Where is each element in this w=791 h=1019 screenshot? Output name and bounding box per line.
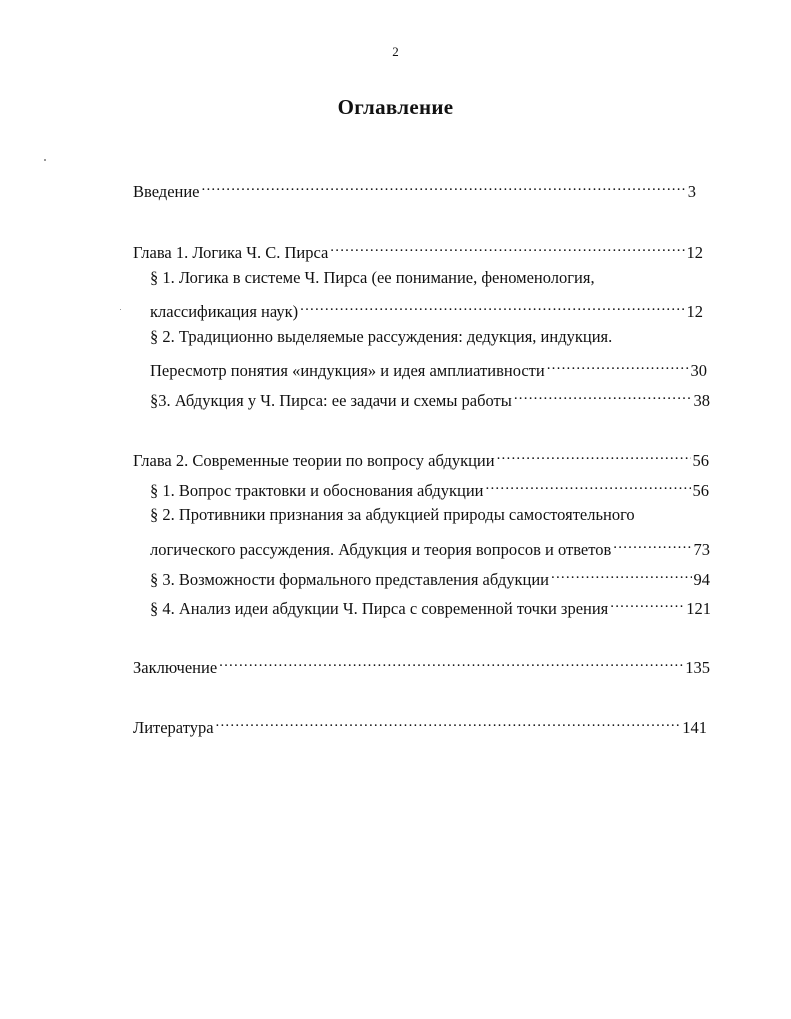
toc-page-number: 121 [686, 599, 711, 618]
toc-entry-label: Глава 2. Современные теории по вопросу абдукции [133, 451, 495, 470]
toc-entry-label: Глава 1. Логика Ч. С. Пирса [133, 243, 329, 262]
toc-entry-label: §3. Абдукция у Ч. Пирса: ее задачи и схемы работы [150, 391, 512, 410]
toc-dot-leader [551, 565, 692, 585]
toc-page-number: 56 [692, 481, 709, 500]
toc-page-number: 38 [693, 391, 710, 410]
toc-dot-leader [497, 446, 691, 466]
toc-entry-literature[interactable] [133, 713, 707, 738]
toc-page-number: 56 [692, 451, 709, 470]
toc-entry-ch1-s2[interactable] [150, 356, 707, 381]
toc-entry-ch1-s3[interactable] [150, 386, 710, 411]
scan-speck [120, 309, 121, 310]
toc-dot-leader [300, 297, 684, 317]
toc-entry-conclusion[interactable] [133, 653, 710, 678]
toc-entry-label: классификация наук) [150, 302, 299, 321]
toc-entry-label: Заключение [133, 658, 218, 677]
toc-entry-ch2-s1[interactable] [150, 476, 709, 501]
toc-entry-label: § 4. Анализ идеи абдукции Ч. Пирса с современной точки зрения [150, 599, 609, 618]
toc-entry-chapter-1[interactable] [133, 238, 703, 263]
toc-dot-leader [613, 535, 691, 555]
toc-dot-leader [486, 476, 691, 496]
toc-dot-leader [202, 177, 686, 197]
toc-entry-label: Введение [133, 182, 200, 201]
toc-entry-ch2-s3[interactable] [150, 565, 710, 590]
toc-entry-chapter-2[interactable] [133, 446, 709, 471]
toc-dot-leader [219, 653, 683, 673]
toc-entry-ch2-s2-line1[interactable]: § 2. Противники признания за абдукцией природы самостоятельного [150, 505, 635, 524]
toc-entry-intro[interactable] [133, 177, 696, 202]
toc-dot-leader [514, 386, 692, 406]
toc-page-number: 3 [687, 182, 696, 201]
toc-page-number: 73 [693, 540, 710, 559]
toc-page-number: 135 [685, 658, 710, 677]
toc-entry-ch2-s2[interactable] [150, 535, 710, 560]
scan-speck [44, 159, 46, 161]
page-number: 2 [392, 44, 399, 59]
toc-entry-ch1-s1[interactable] [150, 297, 703, 322]
toc-entry-label: Литература [133, 718, 214, 737]
toc-dot-leader [216, 713, 681, 733]
toc-dot-leader [547, 356, 689, 376]
toc-entry-label: логического рассуждения. Абдукция и теория вопросов и ответов [150, 540, 612, 559]
page-title: Оглавление [337, 95, 454, 119]
toc-entry-ch1-s1-line1[interactable]: § 1. Логика в системе Ч. Пирса (ее понимание, феноменология, [150, 268, 595, 287]
toc-entry-label: Пересмотр понятия «индукция» и идея амплиативности [150, 361, 545, 380]
toc-page-number: 12 [686, 243, 703, 262]
toc-page-number: 141 [682, 718, 707, 737]
toc-dot-leader [610, 594, 684, 614]
toc-dot-leader [330, 238, 684, 258]
toc-entry-label: § 3. Возможности формального представления абдукции [150, 570, 549, 589]
toc-entry-label: § 1. Вопрос трактовки и обоснования абдукции [150, 481, 484, 500]
toc-page-number: 12 [686, 302, 703, 321]
toc-entry-ch2-s4[interactable] [150, 594, 711, 619]
toc-page-number: 30 [690, 361, 707, 380]
toc-entry-ch1-s2-line1[interactable]: § 2. Традиционно выделяемые рассуждения: дедукция, индукция. [150, 327, 613, 346]
toc-page-number: 94 [693, 570, 710, 589]
